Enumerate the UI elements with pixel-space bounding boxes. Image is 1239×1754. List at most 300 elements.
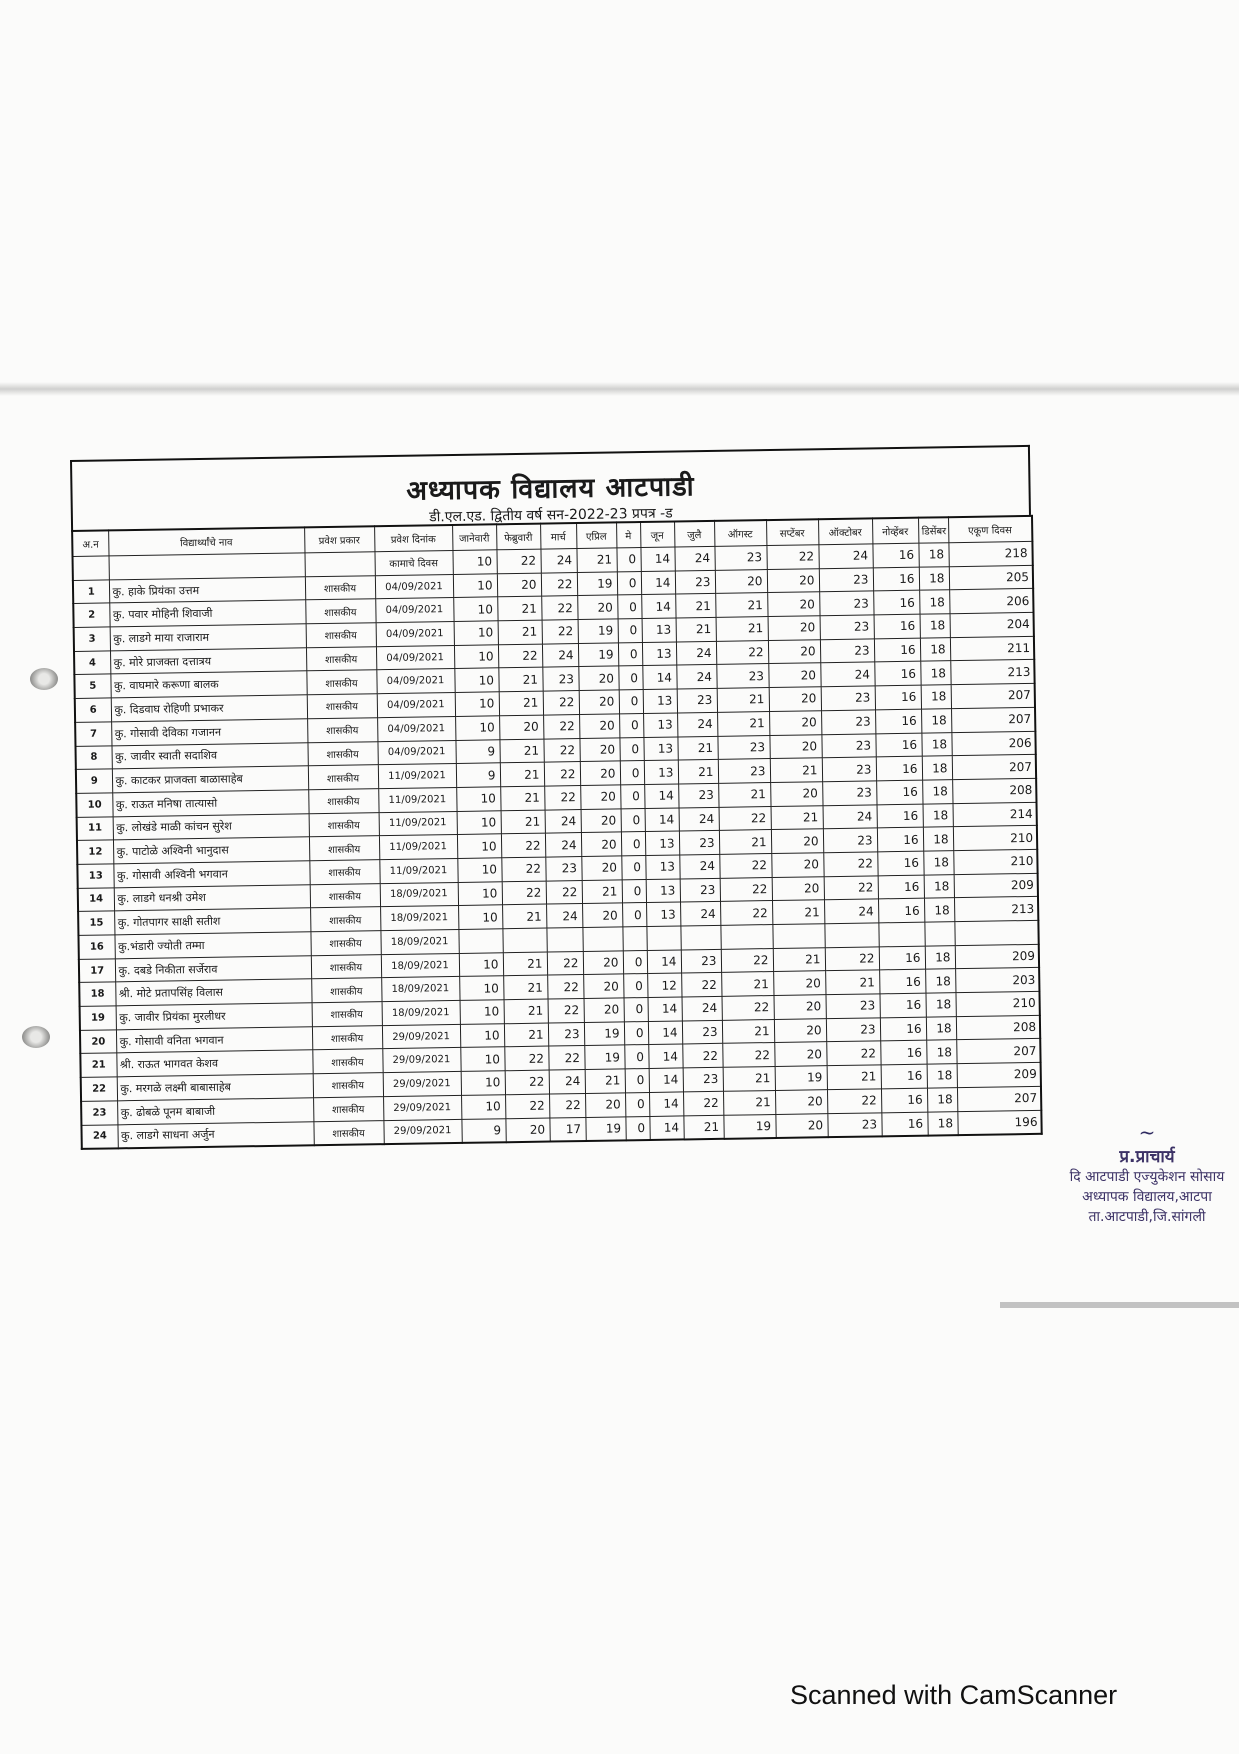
admission-type-cell: शासकीय [309, 836, 379, 861]
month-attendance-cell: 22 [541, 572, 577, 596]
month-attendance-cell: 20 [773, 971, 825, 996]
month-attendance-cell: 0 [624, 1021, 648, 1045]
month-attendance-cell: 18 [925, 993, 955, 1017]
admission-type-cell: शासकीय [307, 718, 377, 743]
student-name-cell: कु. जावीर स्वाती सदाशिव [111, 742, 307, 769]
month-attendance-cell: 20 [715, 569, 767, 594]
month-attendance-cell: 0 [622, 903, 646, 927]
month-attendance-cell: 19 [584, 1022, 624, 1046]
total-days-cell: 205 [949, 565, 1033, 590]
month-attendance-cell: 16 [878, 898, 924, 922]
month-attendance-cell: 18 [920, 661, 950, 685]
column-header: नोव्हेंबर [872, 518, 918, 544]
scan-edge-shadow-bottom [1000, 1302, 1239, 1308]
month-attendance-cell: 19 [578, 643, 618, 667]
serial-number-cell: 23 [81, 1101, 117, 1125]
sheet-subtitle: डी.एल.एड. द्वितीय वर्ष सन-2022-23 प्रपत्र -ड [429, 505, 673, 526]
total-days-cell: 209 [955, 944, 1039, 969]
month-attendance-cell: 20 [773, 995, 825, 1020]
month-attendance-cell: 10 [456, 787, 500, 811]
month-attendance-cell: 23 [822, 781, 876, 806]
month-attendance-cell: 20 [584, 998, 624, 1022]
month-attendance-cell: 13 [645, 831, 679, 855]
month-attendance-cell: 13 [646, 902, 680, 926]
admission-date-cell: 04/09/2021 [376, 622, 454, 647]
working-days-value: 218 [948, 541, 1032, 566]
admission-date-cell: 18/09/2021 [380, 929, 458, 954]
month-attendance-cell: 22 [546, 880, 582, 904]
admission-date-cell: 29/09/2021 [382, 1024, 460, 1049]
month-attendance-cell: 18 [925, 969, 955, 993]
column-header: मार्च [540, 523, 576, 549]
working-days-value: 24 [540, 549, 576, 573]
month-attendance-cell: 10 [455, 716, 499, 740]
month-attendance-cell: 10 [457, 834, 501, 858]
month-attendance-cell: 22 [544, 762, 580, 786]
month-attendance-cell: 22 [549, 1093, 585, 1117]
month-attendance-cell: 22 [683, 1091, 723, 1115]
working-days-value: 23 [714, 546, 766, 571]
month-attendance-cell: 20 [579, 737, 619, 761]
month-attendance-cell: 21 [582, 880, 622, 904]
total-days-cell [954, 920, 1038, 945]
month-attendance-cell: 16 [873, 567, 919, 591]
month-attendance-cell: 21 [773, 947, 825, 972]
month-attendance-cell: 9 [461, 1118, 505, 1143]
month-attendance-cell: 0 [617, 595, 641, 619]
month-attendance-cell: 21 [504, 1023, 548, 1047]
month-attendance-cell: 20 [505, 1118, 549, 1143]
serial-number-cell: 11 [77, 816, 113, 840]
total-days-cell: 208 [952, 778, 1036, 803]
admission-date-cell: 29/09/2021 [383, 1095, 461, 1120]
admission-date-cell: 18/09/2021 [381, 977, 459, 1002]
month-attendance-cell: 18 [923, 851, 953, 875]
month-attendance-cell: 13 [643, 736, 677, 760]
month-attendance-cell: 18 [921, 709, 951, 733]
month-attendance-cell: 22 [505, 1094, 549, 1118]
total-days-cell: 210 [953, 826, 1037, 851]
month-attendance-cell: 21 [723, 1067, 775, 1092]
month-attendance-cell: 21 [504, 999, 548, 1023]
serial-number-cell: 10 [76, 793, 112, 817]
month-attendance-cell: 21 [827, 1065, 881, 1090]
month-attendance-cell: 14 [648, 1044, 682, 1068]
month-attendance-cell: 22 [543, 714, 579, 738]
month-attendance-cell: 20 [497, 573, 541, 597]
month-attendance-cell: 0 [622, 879, 646, 903]
admission-type-cell: शासकीय [311, 978, 381, 1003]
month-attendance-cell: 16 [877, 804, 923, 828]
month-attendance-cell: 23 [680, 878, 720, 902]
month-attendance-cell: 23 [681, 949, 721, 973]
month-attendance-cell: 23 [678, 783, 718, 807]
student-name-cell: कु. हाके प्रियंका उत्तम [109, 577, 305, 604]
month-attendance-cell: 20 [583, 974, 623, 998]
serial-number-cell: 14 [78, 887, 114, 911]
student-name-cell: कु. गोसावी अश्विनी भगवान [113, 861, 309, 888]
serial-number-cell: 17 [79, 959, 115, 983]
month-attendance-cell: 21 [500, 762, 544, 786]
total-days-cell: 206 [951, 731, 1035, 756]
total-days-cell: 214 [953, 802, 1037, 827]
month-attendance-cell: 10 [458, 881, 502, 905]
total-days-cell: 206 [949, 589, 1033, 614]
month-attendance-cell: 23 [820, 615, 874, 640]
month-attendance-cell: 18 [926, 1016, 956, 1040]
admission-date-cell: 11/09/2021 [379, 835, 457, 860]
month-attendance-cell: 14 [645, 808, 679, 832]
month-attendance-cell: 20 [581, 832, 621, 856]
total-days-cell: 204 [950, 612, 1034, 637]
month-attendance-cell: 0 [619, 713, 643, 737]
column-header: एकूण दिवस [948, 516, 1032, 543]
total-days-cell: 210 [955, 991, 1039, 1016]
month-attendance-cell [622, 927, 646, 951]
admission-type-cell: शासकीय [307, 741, 377, 766]
month-attendance-cell: 22 [543, 738, 579, 762]
admission-date-cell: 04/09/2021 [377, 716, 455, 741]
month-attendance-cell: 16 [876, 756, 922, 780]
month-attendance-cell: 21 [675, 594, 715, 618]
month-attendance-cell: 21 [503, 975, 547, 999]
admission-type-cell: शासकीय [309, 812, 379, 837]
admission-type-cell: शासकीय [305, 575, 375, 600]
month-attendance-cell: 23 [542, 667, 578, 691]
admission-type-cell: शासकीय [312, 1025, 382, 1050]
admission-type-cell: शासकीय [310, 883, 380, 908]
month-attendance-cell: 24 [679, 807, 719, 831]
month-attendance-cell: 22 [541, 596, 577, 620]
serial-number-cell: 1 [73, 580, 109, 604]
month-attendance-cell: 24 [820, 662, 874, 687]
month-attendance-cell: 16 [875, 685, 921, 709]
student-name-cell: कु. लाडगे साधना अर्जुन [117, 1121, 313, 1148]
total-days-cell: 196 [957, 1110, 1041, 1136]
serial-number-cell: 18 [79, 982, 115, 1006]
month-attendance-cell: 21 [499, 739, 543, 763]
total-days-cell: 207 [957, 1086, 1041, 1111]
month-attendance-cell: 23 [718, 759, 770, 784]
month-attendance-cell [680, 925, 720, 949]
month-attendance-cell: 22 [501, 857, 545, 881]
month-attendance-cell: 20 [772, 876, 824, 901]
month-attendance-cell: 20 [582, 903, 622, 927]
month-attendance-cell: 23 [821, 733, 875, 758]
admission-type-cell: शासकीय [309, 860, 379, 885]
month-attendance-cell: 13 [642, 642, 676, 666]
month-attendance-cell: 16 [874, 638, 920, 662]
admission-type-cell: शासकीय [305, 599, 375, 624]
month-attendance-cell [720, 925, 772, 950]
month-attendance-cell: 20 [581, 808, 621, 832]
month-attendance-cell: 20 [580, 785, 620, 809]
month-attendance-cell: 14 [649, 1068, 683, 1092]
month-attendance-cell: 9 [456, 763, 500, 787]
month-attendance-cell [458, 929, 502, 953]
month-attendance-cell: 0 [621, 855, 645, 879]
month-attendance-cell: 10 [460, 1047, 504, 1071]
month-attendance-cell: 16 [876, 780, 922, 804]
serial-number-cell: 4 [74, 651, 110, 675]
month-attendance-cell: 16 [878, 875, 924, 899]
admission-date-cell: 18/09/2021 [382, 1001, 460, 1026]
month-attendance-cell: 13 [645, 855, 679, 879]
month-attendance-cell: 18 [924, 898, 954, 922]
total-days-cell: 209 [954, 873, 1038, 898]
month-attendance-cell: 10 [455, 692, 499, 716]
month-attendance-cell: 21 [771, 805, 823, 830]
student-name-cell: कु. दबडे निकीता सर्जेराव [115, 955, 311, 982]
month-attendance-cell: 10 [453, 597, 497, 621]
month-attendance-cell: 24 [824, 899, 878, 924]
month-attendance-cell: 19 [723, 1114, 775, 1139]
month-attendance-cell: 21 [501, 810, 545, 834]
student-name-cell: कु. मरगळे लक्ष्मी बाबासाहेब [117, 1074, 313, 1101]
admission-type-cell: शासकीय [306, 623, 376, 648]
month-attendance-cell: 20 [767, 592, 819, 617]
month-attendance-cell: 14 [641, 571, 675, 595]
serial-number-cell: 6 [75, 698, 111, 722]
month-attendance-cell: 14 [648, 997, 682, 1021]
month-attendance-cell: 22 [716, 640, 768, 665]
month-attendance-cell: 16 [881, 1064, 927, 1088]
month-attendance-cell: 18 [921, 732, 951, 756]
admission-type-cell: शासकीय [313, 1120, 383, 1145]
admission-date-cell: 11/09/2021 [379, 811, 457, 836]
admission-type-cell: शासकीय [312, 1002, 382, 1027]
month-attendance-cell: 24 [549, 1070, 585, 1094]
month-attendance-cell: 22 [823, 852, 877, 877]
table-body [73, 541, 1042, 1149]
serial-number-cell: 7 [75, 722, 111, 746]
total-days-cell: 203 [955, 968, 1039, 993]
serial-number-cell: 12 [77, 840, 113, 864]
month-attendance-cell [824, 923, 878, 948]
working-days-value: 22 [496, 549, 540, 573]
month-attendance-cell: 23 [548, 1022, 584, 1046]
student-name-cell: कु. लाडगे माया राजाराम [110, 624, 306, 651]
serial-number-cell: 5 [74, 674, 110, 698]
month-attendance-cell: 22 [827, 1089, 881, 1114]
month-attendance-cell: 13 [644, 760, 678, 784]
month-attendance-cell: 20 [579, 714, 619, 738]
month-attendance-cell: 16 [881, 1088, 927, 1112]
month-attendance-cell: 16 [880, 1041, 926, 1065]
student-name-cell: कु. मोरे प्राजक्ता दत्तात्रय [110, 648, 306, 675]
month-attendance-cell: 22 [682, 1044, 722, 1068]
month-attendance-cell: 12 [647, 973, 681, 997]
month-attendance-cell: 22 [720, 901, 772, 926]
month-attendance-cell: 22 [824, 875, 878, 900]
principal-seal [1055, 1120, 1239, 1227]
month-attendance-cell: 0 [624, 998, 648, 1022]
month-attendance-cell: 16 [879, 993, 925, 1017]
month-attendance-cell: 10 [460, 1024, 504, 1048]
month-attendance-cell: 0 [619, 690, 643, 714]
column-header: ऑक्टोबर [818, 518, 872, 544]
month-attendance-cell: 10 [459, 952, 503, 976]
month-attendance-cell: 23 [819, 591, 873, 616]
month-attendance-cell: 20 [770, 782, 822, 807]
month-attendance-cell: 10 [454, 668, 498, 692]
attendance-table [71, 515, 1043, 1150]
month-attendance-cell: 21 [715, 593, 767, 618]
month-attendance-cell: 10 [453, 573, 497, 597]
month-attendance-cell: 18 [927, 1111, 957, 1136]
month-attendance-cell [924, 922, 954, 946]
month-attendance-cell: 22 [543, 691, 579, 715]
punch-hole-icon [30, 668, 58, 690]
month-attendance-cell: 18 [923, 803, 953, 827]
month-attendance-cell: 23 [717, 735, 769, 760]
month-attendance-cell: 10 [454, 645, 498, 669]
serial-number-cell: 16 [78, 935, 114, 959]
month-attendance-cell: 21 [718, 782, 770, 807]
month-attendance-cell: 9 [455, 739, 499, 763]
month-attendance-cell: 19 [775, 1066, 827, 1091]
month-attendance-cell: 20 [585, 1093, 625, 1117]
month-attendance-cell: 24 [677, 712, 717, 736]
month-attendance-cell: 13 [646, 879, 680, 903]
month-attendance-cell: 18 [919, 590, 949, 614]
month-attendance-cell: 21 [770, 758, 822, 783]
month-attendance-cell: 0 [618, 666, 642, 690]
admission-type-cell: शासकीय [313, 1096, 383, 1121]
column-header: विद्यार्थ्यांचे नाव [108, 527, 304, 556]
month-attendance-cell: 24 [682, 996, 722, 1020]
student-name-cell: कु. जावीर प्रियंका मुरलीधर [116, 1003, 312, 1030]
month-attendance-cell: 16 [874, 662, 920, 686]
month-attendance-cell: 21 [676, 617, 716, 641]
month-attendance-cell: 23 [716, 664, 768, 689]
month-attendance-cell: 22 [542, 620, 578, 644]
month-attendance-cell: 21 [825, 970, 879, 995]
month-attendance-cell: 20 [774, 1018, 826, 1043]
month-attendance-cell: 0 [617, 571, 641, 595]
working-days-label: कामाचे दिवस [374, 551, 452, 576]
month-attendance-cell: 0 [618, 642, 642, 666]
month-attendance-cell: 21 [585, 1069, 625, 1093]
month-attendance-cell: 23 [675, 570, 715, 594]
month-attendance-cell: 21 [721, 972, 773, 997]
month-attendance-cell: 20 [499, 715, 543, 739]
month-attendance-cell: 23 [823, 828, 877, 853]
month-attendance-cell: 21 [772, 900, 824, 925]
month-attendance-cell: 20 [577, 595, 617, 619]
month-attendance-cell: 19 [577, 572, 617, 596]
month-attendance-cell: 22 [825, 947, 879, 972]
admission-type-cell: शासकीय [311, 954, 381, 979]
month-attendance-cell: 14 [649, 1115, 683, 1140]
month-attendance-cell: 22 [501, 833, 545, 857]
month-attendance-cell: 0 [621, 808, 645, 832]
signature: ~ [1138, 1120, 1156, 1144]
seal-org: दि आटपाडी एज्युकेशन सोसाय [1069, 1169, 1225, 1185]
table-cell [109, 553, 305, 580]
month-attendance-cell: 21 [683, 1115, 723, 1140]
column-header: अ.न [72, 530, 108, 556]
month-attendance-cell: 22 [502, 881, 546, 905]
month-attendance-cell: 20 [767, 568, 819, 593]
month-attendance-cell: 22 [547, 975, 583, 999]
serial-number-cell: 13 [77, 864, 113, 888]
working-days-value: 24 [818, 544, 872, 569]
month-attendance-cell [582, 927, 622, 951]
month-attendance-cell [772, 924, 824, 949]
month-attendance-cell: 13 [643, 713, 677, 737]
column-header: एप्रिल [576, 522, 616, 548]
month-attendance-cell: 10 [458, 905, 502, 929]
month-attendance-cell: 23 [825, 994, 879, 1019]
admission-date-cell: 11/09/2021 [379, 858, 457, 883]
month-attendance-cell: 23 [677, 688, 717, 712]
total-days-cell: 207 [951, 684, 1035, 709]
month-attendance-cell: 24 [676, 641, 716, 665]
month-attendance-cell: 21 [723, 1090, 775, 1115]
total-days-cell: 209 [957, 1062, 1041, 1087]
month-attendance-cell: 16 [874, 614, 920, 638]
admission-date-cell: 04/09/2021 [375, 598, 453, 623]
month-attendance-cell: 24 [680, 902, 720, 926]
month-attendance-cell: 16 [879, 946, 925, 970]
admission-date-cell: 18/09/2021 [380, 882, 458, 907]
working-days-value: 22 [766, 545, 818, 570]
month-attendance-cell: 14 [641, 594, 675, 618]
student-name-cell: कु. गोसावी देविका गजानन [111, 719, 307, 746]
scan-edge-shadow-top [0, 382, 1239, 396]
month-attendance-cell: 24 [823, 804, 877, 829]
month-attendance-cell: 13 [642, 618, 676, 642]
month-attendance-cell: 22 [548, 1046, 584, 1070]
serial-number-cell: 15 [78, 911, 114, 935]
admission-date-cell: 04/09/2021 [377, 693, 455, 718]
admission-type-cell: शासकीय [313, 1073, 383, 1098]
total-days-cell: 210 [953, 849, 1037, 874]
working-days-value: 14 [640, 547, 674, 571]
month-attendance-cell: 16 [879, 970, 925, 994]
student-name-cell: कु. लोखंडे माळी कांचन सुरेश [113, 813, 309, 840]
month-attendance-cell: 22 [721, 948, 773, 973]
month-attendance-cell: 21 [719, 830, 771, 855]
working-days-value: 18 [918, 543, 948, 567]
serial-number-cell: 8 [75, 745, 111, 769]
student-name-cell: कु. गोतपागर साक्षी सतीश [114, 908, 310, 935]
month-attendance-cell: 0 [621, 832, 645, 856]
month-attendance-cell: 20 [769, 687, 821, 712]
seal-school: अध्यापक विद्यालय,आटपा [1082, 1189, 1212, 1205]
month-attendance-cell: 10 [461, 1095, 505, 1119]
student-name-cell: कु. काटकर प्राजक्ता बाळासाहेब [112, 766, 308, 793]
month-attendance-cell: 21 [717, 711, 769, 736]
month-attendance-cell: 0 [625, 1069, 649, 1093]
month-attendance-cell: 23 [821, 686, 875, 711]
student-name-cell: कु. दिडवाघ रोहिणी प्रभाकर [111, 695, 307, 722]
month-attendance-cell: 18 [922, 780, 952, 804]
month-attendance-cell: 21 [717, 688, 769, 713]
admission-type-cell: शासकीय [310, 907, 380, 932]
month-attendance-cell: 20 [583, 951, 623, 975]
month-attendance-cell [646, 926, 680, 950]
month-attendance-cell: 21 [502, 904, 546, 928]
month-attendance-cell: 22 [720, 877, 772, 902]
month-attendance-cell: 0 [618, 619, 642, 643]
month-attendance-cell: 0 [623, 950, 647, 974]
total-days-cell: 208 [956, 1015, 1040, 1040]
month-attendance-cell: 23 [683, 1067, 723, 1091]
month-attendance-cell: 22 [547, 951, 583, 975]
month-attendance-cell: 23 [682, 1020, 722, 1044]
